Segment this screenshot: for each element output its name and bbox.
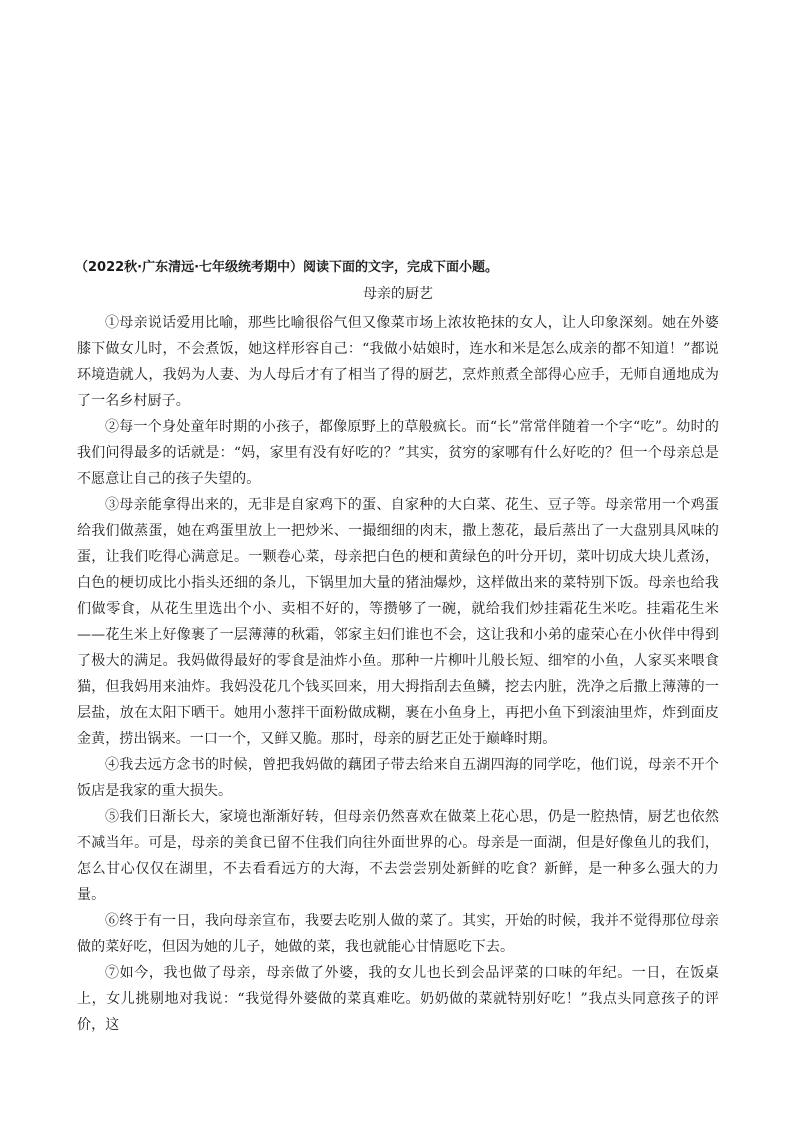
paragraph-4: ④我去远方念书的时候，曾把我妈做的藕团子带去给来自五湖四海的同学吃，他们说，母亲不开个饭店是我家的重大损失。 <box>77 757 719 799</box>
paragraph-3: ③母亲能拿得出来的，无非是自家鸡下的蛋、自家种的大白菜、花生、豆子等。母亲常用一个鸡蛋给我们做蒸蛋，她在鸡蛋里放上一把炒米、一撮细细的肉末，撒上葱花，最后蒸出了一大盘别具风味的蛋，让我们吃得心满意足。一颗卷心菜，母亲把白色的梗和黄绿色的叶分开切，菜叶切成大块儿煮汤，白色的梗切成比小指头还细的条儿，下锅里加大量的猪油爆炒，这样做出来的菜特别下饭。母亲也给我们做零食，从花生里选出个小、卖相不好的，等攒够了一碗，就给我们炒挂霜花生米吃。挂霜花生米——花生米上好像裹了一层薄薄的秋霜，邻家主妇们谁也不会，这让我和小弟的虚荣心在小伙伴中得到了极大的满足。我妈做得最好的零食是油炸小鱼。那种一片柳叶儿般长短、细窄的小鱼，人家买来喂食猫，但我妈用来油炸。我妈没花几个钱买回来，用大拇指刮去鱼鳞，挖去内脏，洗净之后撒上薄薄的一层盐，放在太阳下晒干。她用小葱拌干面粉做成糊，裹在小鱼身上，再把小鱼下到滚油里炸，炸到面皮金黄，捞出锅来。一口一个，又鲜又脆。那时，母亲的厨艺正处于巅峰时期。 <box>77 497 719 747</box>
question-header: （2022秋·广东清远·七年级统考期中）阅读下面的文字，完成下面小题。 <box>75 260 499 275</box>
paragraph-1: ①母亲说话爱用比喻，那些比喻很俗气但又像菜市场上浓妆艳抹的女人，让人印象深刻。她在外婆膝下做女儿时，不会煮饭，她这样形容自己：“我做小姑娘时，连水和米是怎么成亲的都不知道！”都说环境造就人，我妈为人妻、为人母后才有了相当了得的厨艺，烹炸煎煮全部得心应手，无师自通地成为了一名乡村厨子。 <box>77 315 719 409</box>
paragraph-7: ⑦如今，我也做了母亲，母亲做了外婆，我的女儿也长到会品评菜的口味的年纪。一日，在饭桌上，女儿挑剔地对我说：“我觉得外婆做的菜真难吃。奶奶做的菜就特别好吃！”我点头同意孩子的评价，这 <box>77 965 719 1033</box>
document-page <box>77 258 719 1038</box>
article-title: 母亲的厨艺 <box>363 286 433 302</box>
paragraph-2: ②每一个身处童年时期的小孩子，都像原野上的草般疯长。而“长”常常伴随着一个字“吃”。幼时的我们问得最多的话就是：“妈，家里有没有好吃的？”其实，贫穷的家哪有什么好吃的？但一个母亲总是不愿意让自己的孩子失望的。 <box>77 419 719 487</box>
paragraph-5: ⑤我们日渐长大，家境也渐渐好转，但母亲仍然喜欢在做菜上花心思，仍是一腔热情，厨艺也依然不减当年。可是，母亲的美食已留不住我们向往外面世界的心。母亲是一面湖，但是好像鱼儿的我们，怎么甘心仅仅在湖里，不去看看远方的大海，不去尝尝别处新鲜的吃食？新鲜，是一种多么强大的力量。 <box>77 809 719 903</box>
paragraph-6: ⑥终于有一日，我向母亲宣布，我要去吃别人做的菜了。其实，开始的时候，我并不觉得那位母亲做的菜好吃，但因为她的儿子，她做的菜，我也就能心甘情愿吃下去。 <box>77 913 719 955</box>
